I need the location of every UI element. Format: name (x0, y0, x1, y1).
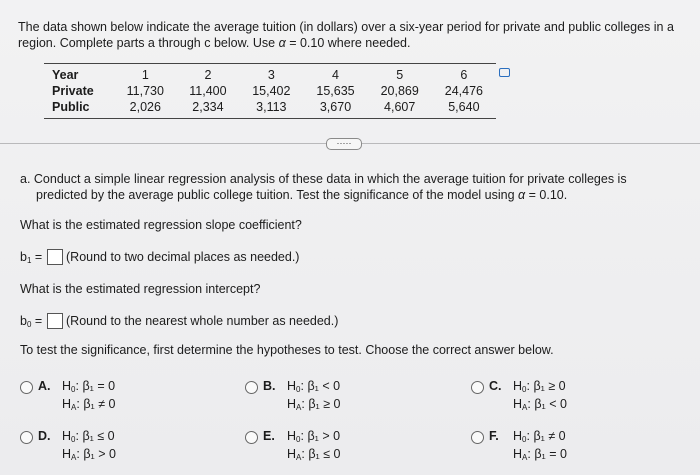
table-row-label: Public (52, 100, 90, 114)
option-e-ha (287, 446, 341, 462)
b0-letter: b (20, 314, 27, 328)
h-letter: H (287, 429, 297, 443)
colon: : (301, 397, 305, 411)
colon: : (76, 447, 80, 461)
table-header-row (44, 64, 496, 83)
option-a-h0-text: β₁ = 0 (82, 379, 116, 393)
part-a-line-2-end: = 0.10. (528, 188, 568, 202)
colon: : (75, 379, 79, 393)
b1-subscript: 1 (26, 256, 32, 265)
ha-subscript: A (71, 453, 77, 462)
option-a-ha (62, 396, 116, 412)
option-d-ha (62, 446, 116, 462)
table-cell: 2,334 (192, 100, 224, 114)
option-c-ha (513, 396, 567, 412)
option-f-h0-text: β₁ ≠ 0 (533, 429, 566, 443)
table-row-label: Private (52, 84, 94, 98)
h-letter: H (62, 429, 72, 443)
table-header-cell: 4 (332, 68, 339, 82)
option-c-ha-text: β₁ < 0 (534, 397, 567, 411)
table-cell: 11,400 (189, 84, 227, 98)
b0-subscript: 0 (26, 320, 32, 329)
table-header-cell: 1 (141, 68, 149, 82)
h-letter: H (513, 429, 523, 443)
ha-subscript: A (71, 403, 77, 412)
h0-subscript: 0 (71, 435, 76, 444)
colon: : (526, 429, 530, 443)
option-e-h0 (287, 428, 340, 444)
table-cell: 15,402 (252, 84, 291, 98)
option-d-ha-text: β₁ > 0 (83, 447, 116, 461)
option-c-h0-text: β₁ ≥ 0 (533, 379, 566, 393)
option-b-h0-text: β₁ < 0 (307, 379, 341, 393)
b0-hint: (Round to the nearest whole number as needed.) (66, 314, 339, 328)
h-letter: H (513, 379, 523, 393)
h-letter: H (287, 379, 297, 393)
option-e-h0-text: β₁ > 0 (307, 429, 341, 443)
option-c-letter: C. (489, 379, 502, 393)
b1-answer-input[interactable] (47, 249, 63, 265)
ha-subscript: A (296, 453, 302, 462)
option-e-ha-text: β₁ ≤ 0 (308, 447, 341, 461)
intro-before: The data shown below indicate the average tuition (in dollars) over a six-year period for private and public colleges in a region. Complete parts a through c below. Use (18, 20, 674, 50)
option-d-letter: D. (38, 429, 51, 443)
colon: : (300, 429, 304, 443)
copy-data-icon[interactable] (499, 68, 510, 77)
h0-subscript: 0 (522, 435, 527, 444)
option-b-h0 (287, 378, 340, 394)
option-f-ha-text: β₁ = 0 (534, 447, 567, 461)
b1-equals: = (34, 250, 43, 264)
h-letter: H (287, 397, 297, 411)
table-cell: 3,113 (256, 100, 287, 114)
option-f-h0 (513, 428, 566, 444)
h-letter: H (62, 397, 72, 411)
option-b-ha (287, 396, 341, 412)
intro-after: = 0.10 where needed. (289, 36, 411, 50)
intercept-question: What is the estimated regression intercept? (20, 282, 261, 296)
option-b-radio[interactable] (245, 381, 258, 394)
b1-letter: b (20, 250, 27, 264)
option-d-radio[interactable] (20, 431, 33, 444)
option-a-h0 (62, 378, 115, 394)
intro-text (18, 19, 690, 51)
option-b-letter: B. (263, 379, 276, 393)
option-c-h0 (513, 378, 566, 394)
table-header-cell: 6 (460, 68, 468, 82)
option-a-ha-text: β₁ ≠ 0 (83, 397, 116, 411)
table-cell: 2,026 (129, 100, 161, 114)
b1-label (20, 249, 42, 265)
option-d-h0-text: β₁ ≤ 0 (82, 429, 115, 443)
table-header-cell: Year (52, 68, 79, 82)
h-letter: H (287, 447, 297, 461)
h-letter: H (62, 447, 72, 461)
ha-subscript: A (296, 403, 302, 412)
h0-subscript: 0 (71, 385, 76, 394)
table-cell: 15,635 (316, 84, 355, 98)
colon: : (300, 379, 304, 393)
part-a-prompt (20, 171, 660, 203)
table-cell: 3,670 (319, 100, 352, 114)
table-cell: 11,730 (126, 84, 164, 98)
colon: : (526, 379, 530, 393)
table-cell: 24,476 (444, 84, 483, 98)
option-b-ha-text: β₁ ≥ 0 (308, 397, 341, 411)
ha-subscript: A (522, 403, 528, 412)
h0-subscript: 0 (296, 385, 301, 394)
option-f-radio[interactable] (471, 431, 484, 444)
option-a-letter: A. (38, 379, 51, 393)
table-cell: 5,640 (448, 100, 480, 114)
option-c-radio[interactable] (471, 381, 484, 394)
option-e-letter: E. (263, 429, 275, 443)
b0-equals: = (34, 314, 43, 328)
h0-subscript: 0 (522, 385, 527, 394)
ha-subscript: A (522, 453, 528, 462)
colon: : (76, 397, 80, 411)
alpha-symbol: α (518, 188, 526, 202)
table-header-cell: 3 (267, 68, 275, 82)
table-row-public (44, 99, 496, 118)
slope-question: What is the estimated regression slope coefficient? (20, 218, 302, 232)
table-header-cell: 5 (396, 68, 404, 82)
table-cell: 20,869 (380, 84, 419, 98)
h-letter: H (513, 447, 523, 461)
option-f-ha (513, 446, 567, 462)
option-f-letter: F. (489, 429, 499, 443)
colon: : (527, 397, 531, 411)
option-d-h0 (62, 428, 115, 444)
colon: : (75, 429, 79, 443)
h-letter: H (62, 379, 72, 393)
h-letter: H (513, 397, 523, 411)
part-a-line-2-text: predicted by the average public college tuition. Test the significance of the model using (36, 188, 515, 202)
b0-label (20, 313, 42, 329)
hypothesis-question: To test the significance, first determine the hypotheses to test. Choose the correct answer below. (20, 343, 554, 357)
option-e-radio[interactable] (245, 431, 258, 444)
option-a-radio[interactable] (20, 381, 33, 394)
part-a-line-2 (20, 187, 660, 203)
table-cell: 4,607 (384, 100, 416, 114)
expand-more-button[interactable]: ····· (326, 138, 362, 150)
alpha-symbol: α (278, 36, 286, 50)
b1-hint: (Round to two decimal places as needed.) (66, 250, 300, 264)
table-header-cell: 2 (204, 68, 212, 82)
part-a-line-1: a. Conduct a simple linear regression analysis of these data in which the average tuition for private colleges is (20, 172, 627, 186)
tuition-table (44, 63, 496, 119)
colon: : (301, 447, 305, 461)
colon: : (527, 447, 531, 461)
b0-answer-input[interactable] (47, 313, 63, 329)
h0-subscript: 0 (296, 435, 301, 444)
table-row-private (44, 83, 496, 99)
